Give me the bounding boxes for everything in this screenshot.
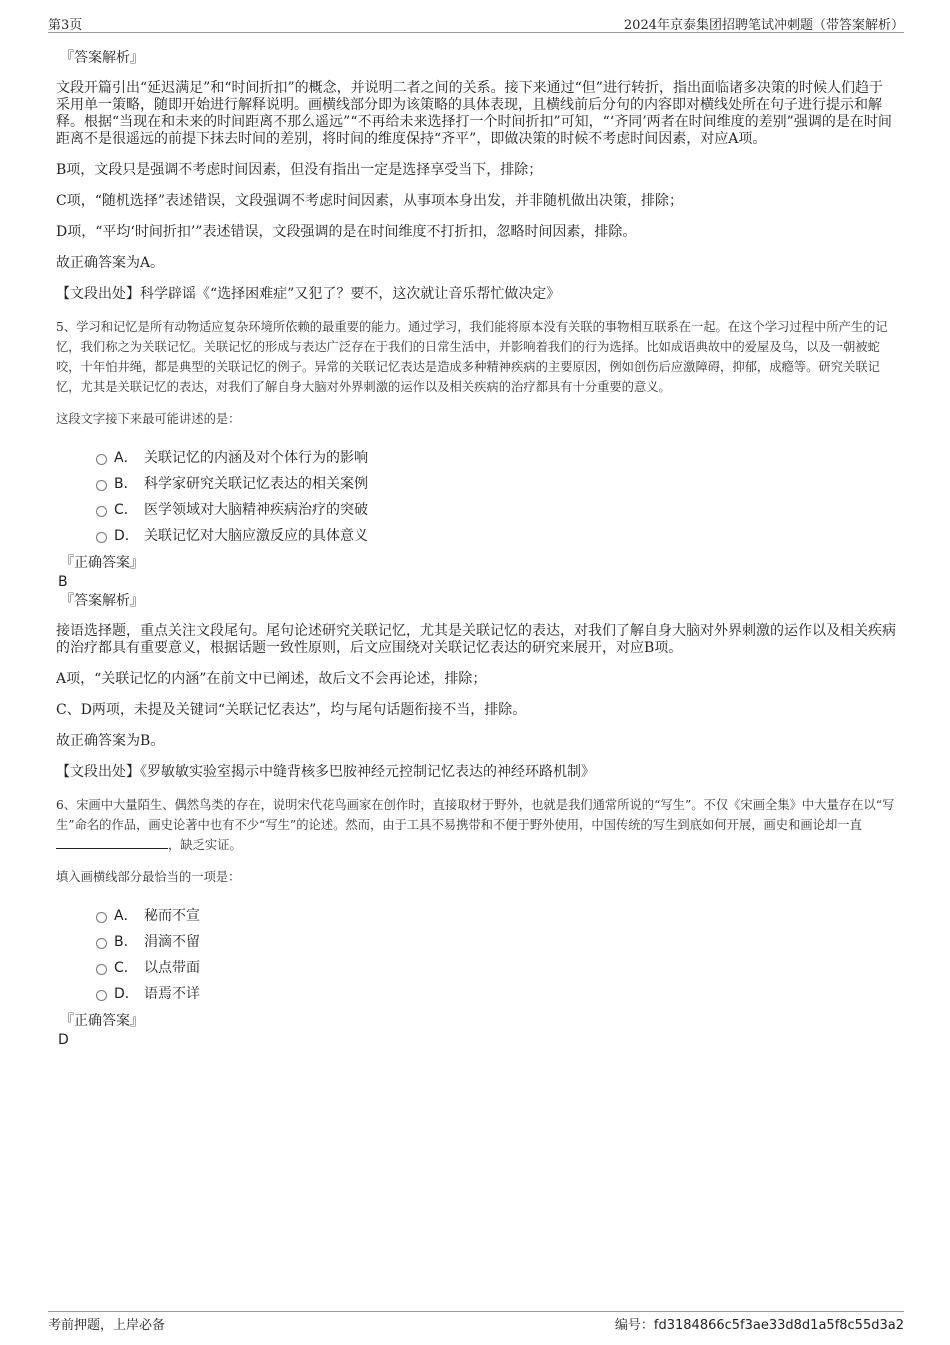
radio-button-icon[interactable]: [96, 480, 107, 491]
correct-answer-label: 『正确答案』: [60, 555, 144, 571]
question-6-options: [56, 903, 896, 1007]
radio-button-icon[interactable]: [96, 532, 107, 543]
footer-slogan: 考前押题，上岸必备: [48, 1318, 166, 1333]
analysis-option-d: D项，“平均‘时间折扣’”表述错误，文段强调的是在时间维度不打折扣，忽略时间因素，排除。: [56, 224, 637, 240]
analysis-paragraph: 接语选择题，重点关注文段尾句。尾句论述研究关联记忆，尤其是关联记忆的表达，对我们了解自身大脑对外界刺激的运作以及相关疾病的治疗都具有重要意义，根据话题一致性原则，后文应围绕对关联记忆表达的研究来展开，对应B项。: [56, 623, 896, 656]
fill-blank: [56, 836, 168, 849]
option-c[interactable]: C． 医学领域对大脑精神疾病治疗的突破: [56, 497, 896, 523]
analysis-option-a: A项，“关联记忆的内涵”在前文中已阐述，故后文不会再论述，排除；: [56, 671, 487, 687]
analysis-label: 『答案解析』: [60, 50, 144, 66]
question-6-prompt: 填入画横线部分最恰当的一项是：: [56, 870, 241, 884]
correct-answer: D: [58, 1032, 69, 1048]
radio-button-icon[interactable]: [96, 912, 107, 923]
analysis-conclusion: 故正确答案为A。: [56, 255, 165, 271]
option-a[interactable]: A． 关联记忆的内涵及对个体行为的影响: [56, 445, 896, 471]
option-b[interactable]: B． 涓滴不留: [56, 929, 896, 955]
document-title: 2024年京泰集团招聘笔试冲刺题（带答案解析）: [623, 18, 904, 33]
correct-answer-label: 『正确答案』: [60, 1013, 144, 1029]
analysis-label: 『答案解析』: [60, 593, 144, 609]
analysis-paragraph: 文段开篇引出“延迟满足”和“时间折扣”的概念，并说明二者之间的关系。接下来通过“但”进行转折，指出面临诸多决策的时候人们趋于采用单一策略，随即开始进行解释说明。画横线部分即为该策略的具体表现，且横线前后分句的内容即对横线处所在句子进行提示和解释。根据“当现在和未来的时间距离不那么遥远”“不再给未来选择打一个时间折扣”可知，“‘齐同’两者在时间维度的差别”强调的是在时间距离不是很遥远的前提下抹去时间的差别，将时间的维度保持“齐平”，即做决策的时候不考虑时间因素，对应A项。: [56, 80, 892, 147]
passage-source: 【文段出处】《罗敏敏实验室揭示中缝背核多巴胺神经元控制记忆表达的神经环路机制》: [56, 764, 595, 780]
analysis-option-b: B项，文段只是强调不考虑时间因素，但没有指出一定是选择享受当下，排除；: [56, 162, 543, 178]
radio-button-icon[interactable]: [96, 506, 107, 517]
radio-button-icon[interactable]: [96, 938, 107, 949]
question-5-options: [56, 445, 896, 549]
option-a[interactable]: A． 秘而不宣: [56, 903, 896, 929]
page-header: [48, 12, 904, 33]
radio-button-icon[interactable]: [96, 454, 107, 465]
analysis-conclusion: 故正确答案为B。: [56, 733, 165, 749]
passage-source: 【文段出处】科学辟谣《“选择困难症”又犯了？要不，这次就让音乐帮忙做决定》: [56, 286, 561, 302]
question-5-prompt: 这段文字接下来最可能讲述的是：: [56, 412, 241, 426]
option-d[interactable]: D． 语焉不详: [56, 981, 896, 1007]
option-c[interactable]: C． 以点带面: [56, 955, 896, 981]
option-b[interactable]: B． 科学家研究关联记忆表达的相关案例: [56, 471, 896, 497]
question-6-passage: 6、宋画中大量陌生、偶然鸟类的存在，说明宋代花鸟画家在创作时，直接取材于野外，也就是我们通常所说的“写生”。不仅《宋画全集》中大量存在以“写生”命名的作品，画史论著中也有不少“写生”的论述。然而，由于工具不易携带和不便于野外使用，中国传统的写生到底如何开展，画史和画论却一直，缺乏实证。: [56, 798, 895, 852]
page-content: [56, 48, 896, 1049]
analysis-option-c: C项，“随机选择”表述错误，文段强调不考虑时间因素，从事项本身出发，并非随机做出决策，排除；: [56, 193, 684, 209]
page-number: 第3页: [48, 18, 83, 33]
document-code: 编号：fd3184866c5f3ae33d8d1a5f8c55d3a2: [614, 1318, 904, 1333]
question-5-passage: 5、学习和记忆是所有动物适应复杂环境所依赖的最重要的能力。通过学习，我们能将原本没有关联的事物相互联系在一起。在这个学习过程中所产生的记忆，我们称之为关联记忆。关联记忆的形成与表达广泛存在于我们的日常生活中，并影响着我们的行为选择。比如成语典故中的爱屋及乌，以及一朝被蛇咬，十年怕井绳，都是典型的关联记忆的例子。异常的关联记忆表达是造成多种精神疾病的主要原因，例如创伤后应激障碍，抑郁，成瘾等。研究关联记忆，尤其是关联记忆的表达，对我们了解自身大脑对外界刺激的运作以及相关疾病的治疗都具有十分重要的意义。: [56, 320, 888, 394]
radio-button-icon[interactable]: [96, 964, 107, 975]
analysis-option-cd: C、D两项，未提及关键词“关联记忆表达”，均与尾句话题衔接不当，排除。: [56, 702, 527, 718]
radio-button-icon[interactable]: [96, 990, 107, 1001]
page-footer: [48, 1311, 904, 1334]
correct-answer: B: [58, 574, 68, 590]
option-d[interactable]: D． 关联记忆对大脑应激反应的具体意义: [56, 523, 896, 549]
